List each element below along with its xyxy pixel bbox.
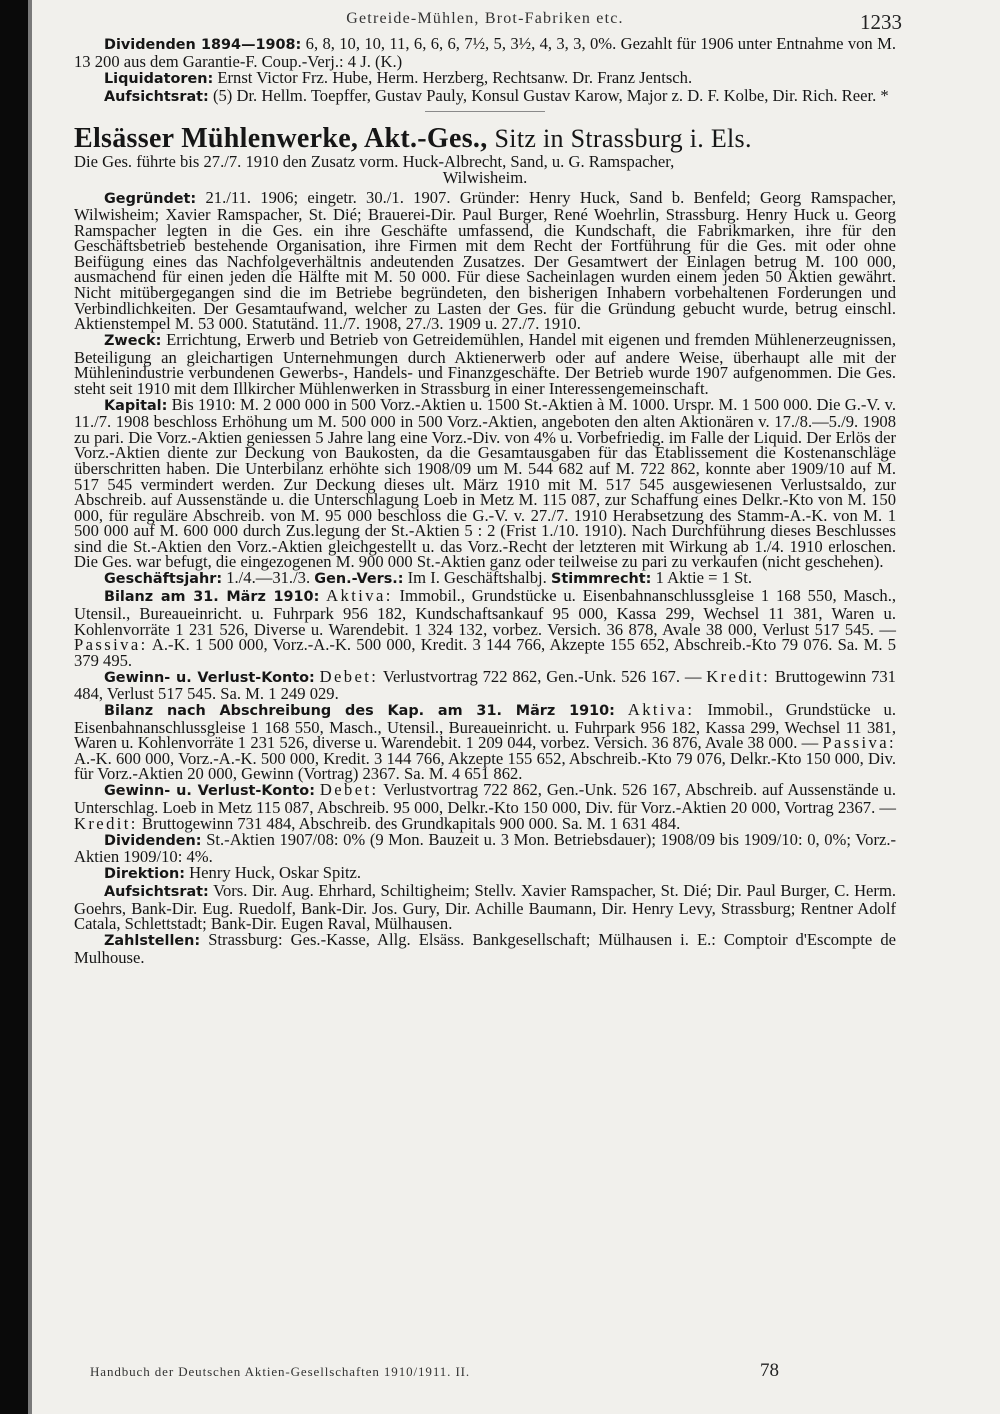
bilanz-aktiva-word: Aktiva: [326,586,393,606]
company-heading [74,124,896,154]
zweck-text: Errichtung, Erwerb und Betrieb von Getreidemühlen, Handel mit eigenen und fremden Mühlenerzeugnissen, Beteiligung an gleichartigen Unternehmungen durch Aktienerwerb oder auf andere Weise, überhaupt alle mit der Mühlenindustrie verbundenen Gewerbs-, Handels- und Finanzgeschäfte. Der Betrieb wurde 1907 aufgenommen. Die Ges. steht seit 1910 mit dem Illkircher Mühlenwerken in Strassburg in einer Interessengemeinschaft. [74,330,896,398]
page-content [74,6,902,967]
company-entry [74,124,896,965]
page-number: 1233 [860,10,902,34]
prev-dividenden-text: 6, 8, 10, 10, 11, 6, 6, 6, 7½, 5, 3½, 4, 3, 3, 0%. Gezahlt für 1906 unter Entnahme von M. 13 200 aus dem Garantie-F. Coup.-Verj.: 4 J. (K.) [74,34,896,71]
scan-binding-shadow [28,0,32,1414]
bilanz-passiva-word: Passiva: [74,635,148,655]
guv2-kredit-word: Kredit: [74,813,138,833]
guv-debet-text: Verlustvortrag 722 862, Gen.-Unk. 526 167. — [382,666,702,686]
scan-binding-edge [0,0,28,1414]
running-head-title: Getreide-Mühlen, Brot-Fabriken etc. [346,10,624,27]
section-geschaeftsjahr [74,570,896,588]
section-bilanz2 [74,702,896,782]
stimmrecht-text: 1 Aktie = 1 St. [655,568,753,588]
company-seat: Sitz in Strassburg i. Els. [494,124,752,154]
kapital-label: Kapital: [104,397,168,414]
prev-liquidatoren [74,67,896,88]
bilanz-label: Bilanz am 31. März 1910: [104,589,320,606]
prev-dividenden [74,36,896,69]
aufsichtsrat-text: Vors. Dir. Aug. Ehrhard, Schiltigheim; Stellv. Xavier Ramspacher, St. Dié; Dir. Paul Burger, C. Herm. Goehrs, Bank-Dir. Eug. Ruedolf, Bank-Dir. Jos. Gury, Dir. Achille Baumann, Dir. Henry Levy, Strassburg; Rentner Adolf Catala, Schlettstadt; Bank-Dir. Eugen Raval, Mülhausen. [74,881,896,934]
dividenden-label: Dividenden: [104,832,202,849]
section-gegruendet [74,187,896,334]
page-footer: Handbuch der Deutschen Aktien-Gesellschaften 1910/1911. II. [90,1364,471,1379]
company-subtitle: Die Ges. führte bis 27./7. 1910 den Zusatz vorm. Huck-Albrecht, Sand, u. G. Ramspacher, [74,152,675,172]
section-guv2 [74,782,896,831]
kapital-text: Bis 1910: M. 2 000 000 in 500 Vorz.-Aktien u. 1500 St.-Aktien à M. 1000. Urspr. M. 1 500 000. Die G.-V. v. 11./7. 1908 beschloss Erhöhung um M. 500 000 in 500 Vorz.-Aktien, angeboten den alten Aktionären v. 17./8.—5./9. 1908 zu pari. Die Vorz.-Aktien geniessen 5 Jahre lang eine Vorz.-Div. von 4% u. Vorbefriedig. im Falle der Liquid. Der Erlös der Vorz.-Aktien diente zur Deckung von Baukosten, da die Gesamtausgaben für das Etablissement die Kostenanschläge überschritten haben. Die Unterbilanz erhöhte sich 1908/09 um M. 544 682 auf M. 722 862, konnte aber 1909/10 auf M. 517 545 vermindert werden. Zur Deckung dieses ult. März 1910 mit M. 517 545 ausgewiesenen Verlustsaldo, zur Abschreib. auf Aussenstände u. die Unterschlagung Loeb in Metz M. 115 087, zur Schaffung eines Delkr.-Kto von M. 150 000, für reguläre Abschreib. von M. 95 000 beschloss die G.-V. v. 27./7. 1910 Herabsetzung des Stamm-A.-K. von M. 1 500 000 auf M. 600 000 durch Zus.legung der St.-Aktien 5 : 2 (Frist 1./10. 1910). Nach Durchführung dieses Beschlusses sind die St.-Aktien den Vorz.-Aktien gleichgestellt u. das Vorz.-Recht der letzteren mit Wirkung ab 1./4. 1910 erloschen. Die Ges. war befugt, die eingezogenen M. 900 000 St.-Aktien ganz oder teilweise zu pari zu verkaufen (nicht geschehen). [74,394,896,572]
footer-sheet-number: 78 [760,1360,779,1381]
section-bilanz [74,588,896,668]
gegruendet-text: 21./11. 1906; eingetr. 30./1. 1907. Gründer: Henry Huck, Sand b. Benfeld; Georg Ramspacher, Wilwisheim; Xavier Ramspacher, St. Dié; Brauerei-Dir. Paul Burger, René Woehrlin, Strassburg. Henry Huck u. Georg Ramspacher legten in die Ges. ein ihre Geschäfte umfassend, die Kundschaft, die Fabrikmarken, ihre für den Geschäftsbetrieb bestehende Organisation, ihre Firmen mit dem Recht der Fortführung für die Ges. mit oder ohne Beifügung eines das Nachfolgeverhältnis andeutenden Zusatzes. Der Gesamtwert der Einlagen betrug M. 100 000, ausmachend für einen jeden die Hälfte mit M. 50 000. Für diese Sacheinlagen wurden einem jeden 50 Aktien gewährt. Nicht mitübergegangen sind die im Betriebe begründeten, den bisherigen Inhabern vorbehaltenen Forderungen und Verbindlichkeiten. Der Gesamtaufwand, welcher zu Lasten der Ges. für die Gründung gebucht wurde, betrug einschl. Aktienstempel M. 53 000. Statutänd. 11./7. 1908, 27./3. 1909 u. 27./7. 1910. [74,187,896,334]
prev-aufsichtsrat-text: (5) Dr. Hellm. Toepffer, Gustav Pauly, Konsul Gustav Karow, Major z. D. F. Kolbe, Dir. Rich. Reer. * [212,85,889,105]
section-aufsichtsrat [74,883,896,932]
geschaeftsjahr-label: Geschäftsjahr: [104,571,223,588]
prev-dividenden-label: Dividenden 1894—1908: [104,37,302,53]
guv2-label: Gewinn- u. Verlust-Konto: [104,783,315,800]
zahlstellen-label: Zahlstellen: [104,933,201,950]
genvers-text: Im I. Geschäftshalbj. [407,568,547,588]
section-direktion [74,865,896,883]
guv-debet-word: Debet: [319,666,379,686]
stimmrecht-label: Stimmrecht: [550,571,652,588]
prev-liquidatoren-label: Liquidatoren: [104,70,214,87]
zahlstellen-text: Strassburg: Ges.-Kasse, Allg. Elsäss. Bankgesellschaft; Mülhausen i. E.: Comptoir d'Escompte de Mulhouse. [74,930,896,967]
company-name: Elsässer Mühlenwerke, Akt.-Ges., [74,123,488,155]
bilanz-aktiva-text: Immobil., Grundstücke u. Eisenbahnanschlussgleise 1 168 550, Masch., Utensil., Bureaueinricht. u. Fuhrpark 956 182, Kundschaftsankauf 95 000, Kassa 299, Wechsel 11 381, Waren u. Kohlenvorräte 1 231 526, Diverse u. Warendebit. 1 324 132, vorbez. Versich. 36 878, Avale 38 000, Verlust 517 545. — [74,586,897,639]
direktion-label: Direktion: [104,866,186,883]
previous-entry-tail [74,36,896,105]
guv2-debet-word: Debet: [319,780,379,800]
guv-kredit-text: Bruttogewinn 731 484, Verlust 517 545. Sa. M. 1 249 029. [74,666,896,704]
bilanz2-label: Bilanz nach Abschreibung des Kap. am 31. März 1910: [104,703,615,720]
bilanz2-aktiva-text: Immobil., Grundstücke u. Eisenbahnanschlussgleise 1 168 550, Masch., Utensil., Bureaueinricht. u. Fuhrpark 956 182, Kassa 299, Wechsel 11 381, Waren u. Kohlenvorräte 1 231 526, diverse u. Warendebit. 1 209 044, vorbez. Versich. 36 876, Avale 38 000. — [74,700,896,753]
section-zweck [74,332,896,396]
prev-aufsichtsrat-label: Aufsichtsrat: [104,88,209,105]
section-dividenden [74,829,897,867]
section-divider [425,111,545,112]
bilanz2-aktiva-word: Aktiva: [627,700,695,720]
geschaeftsjahr-text: 1./4.—31./3. [226,568,311,588]
guv-label: Gewinn- u. Verlust-Konto: [104,669,315,686]
gegruendet-label: Gegründet: [104,190,197,207]
section-kapital [74,394,896,572]
section-zahlstellen [74,932,896,965]
aufsichtsrat-label: Aufsichtsrat: [104,884,209,901]
prev-aufsichtsrat [74,85,896,106]
zweck-label: Zweck: [104,333,162,350]
running-head [74,6,902,36]
bilanz2-passiva-text: A.-K. 600 000, Vorz.-A.-K. 500 000, Kredit. 3 144 766, Akzepte 155 652, Abschreib.-Kto 79 076, Delkr.-Kto 150 000, Div. für Vorz.-Aktien 20 000, Gewinn (Vortrag) 2367. Sa. M. 4 651 862. [74,748,896,784]
section-guv [74,666,896,704]
guv2-kredit-text: Bruttogewinn 731 484, Abschreib. des Grundkapitals 900 000. Sa. M. 1 631 484. [141,813,681,833]
guv2-debet-text: Verlustvortrag 722 862, Gen.-Unk. 526 167, Abschreib. auf Aussenstände u. Unterschlag. Loeb in Metz 115 087, Abschreib. 95 000, Delkr.-Kto 150 000, Div. für Vorz.-Aktien 20 000, Vortrag 2367. — [74,780,896,818]
dividenden-text: St.-Aktien 1907/08: 0% (9 Mon. Bauzeit u. 3 Mon. Betriebsdauer); 1908/09 bis 1909/10: 0, 0%; Vorz.-Aktien 1909/10: 4%. [74,829,897,867]
direktion-text: Henry Huck, Oskar Spitz. [189,863,362,883]
genvers-label: Gen.-Vers.: [314,571,404,588]
bilanz2-passiva-word: Passiva: [822,733,896,753]
bilanz-passiva-text: A.-K. 1 500 000, Vorz.-A.-K. 500 000, Kredit. 3 144 766, Akzepte 155 652, Abschreib.-Kto 79 076. Sa. M. 5 379 495. [74,635,897,670]
guv-kredit-word: Kredit: [706,666,771,686]
company-subtitle-place: Wilwisheim. [442,167,528,187]
prev-liquidatoren-text: Ernst Victor Frz. Hube, Herm. Herzberg, Rechtsanw. Dr. Franz Jentsch. [217,67,693,87]
